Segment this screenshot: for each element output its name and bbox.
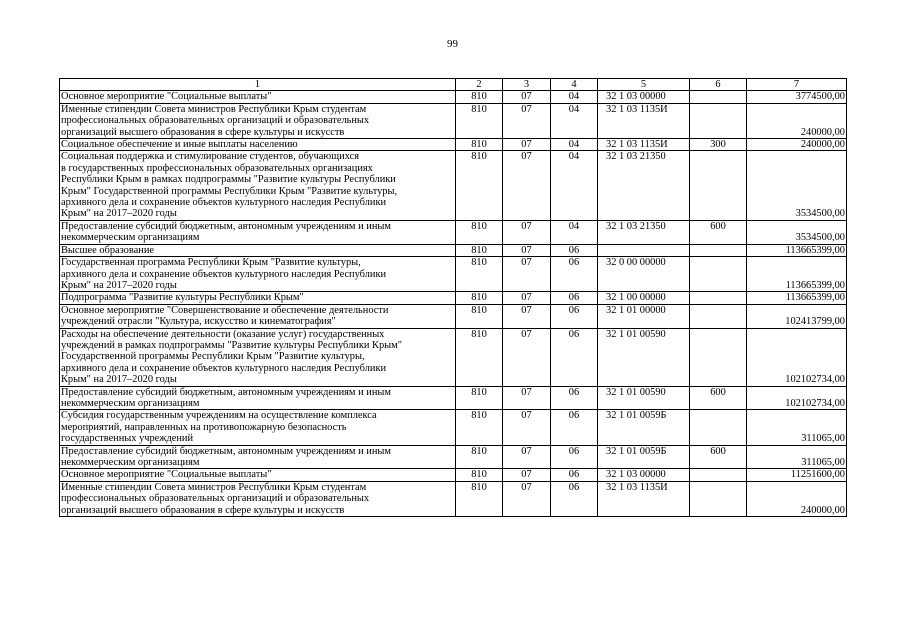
- cell-expense-type: [690, 469, 747, 481]
- cell-amount: 240000,00: [747, 103, 847, 138]
- column-header-7: 7: [747, 79, 847, 91]
- table-row: [60, 103, 847, 138]
- cell-subsection: 06: [551, 328, 598, 386]
- table-row: [60, 481, 847, 516]
- cell-name: Именные стипендии Совета министров Республики Крым студентам профессиональных образовательных организаций и образовательных организаций высшего образования в сфере культуры и искусств: [60, 481, 456, 516]
- cell-subsection: 04: [551, 91, 598, 103]
- cell-amount: 240000,00: [747, 481, 847, 516]
- cell-expense-type: [690, 481, 747, 516]
- cell-ministry-code: 810: [456, 257, 503, 292]
- cell-name: Предоставление субсидий бюджетным, автономным учреждениям и иным некоммерческим организациям: [60, 220, 456, 244]
- cell-target-article: 32 1 01 0059Б: [598, 410, 690, 445]
- cell-name: Основное мероприятие "Социальные выплаты": [60, 91, 456, 103]
- cell-subsection: 04: [551, 220, 598, 244]
- cell-target-article: 32 1 01 00590: [598, 328, 690, 386]
- cell-expense-type: 600: [690, 445, 747, 469]
- cell-subsection: 06: [551, 244, 598, 256]
- column-header-2: 2: [456, 79, 503, 91]
- cell-amount: 3534500,00: [747, 151, 847, 220]
- cell-ministry-code: 810: [456, 386, 503, 410]
- cell-section: 07: [503, 91, 551, 103]
- cell-section: 07: [503, 386, 551, 410]
- cell-section: 07: [503, 481, 551, 516]
- cell-amount: 102102734,00: [747, 328, 847, 386]
- cell-section: 07: [503, 410, 551, 445]
- table-row: [60, 445, 847, 469]
- cell-amount: 102413799,00: [747, 304, 847, 328]
- cell-ministry-code: 810: [456, 481, 503, 516]
- cell-name: Государственная программа Республики Крым "Развитие культуры, архивного дела и сохранение объектов культурного наследия Республики Крым" на 2017–2020 годы: [60, 257, 456, 292]
- cell-expense-type: 600: [690, 386, 747, 410]
- table-row: [60, 244, 847, 256]
- cell-subsection: 06: [551, 481, 598, 516]
- cell-name: Высшее образование: [60, 244, 456, 256]
- table-row: [60, 304, 847, 328]
- cell-expense-type: [690, 91, 747, 103]
- cell-expense-type: [690, 151, 747, 220]
- cell-target-article: 32 0 00 00000: [598, 257, 690, 292]
- table-row: [60, 410, 847, 445]
- cell-target-article: 32 1 03 21350: [598, 220, 690, 244]
- table-row: [60, 292, 847, 304]
- cell-ministry-code: 810: [456, 91, 503, 103]
- cell-amount: 3534500,00: [747, 220, 847, 244]
- cell-target-article: 32 1 03 21350: [598, 151, 690, 220]
- cell-amount: 113665399,00: [747, 244, 847, 256]
- cell-section: 07: [503, 328, 551, 386]
- cell-ministry-code: 810: [456, 469, 503, 481]
- cell-ministry-code: 810: [456, 220, 503, 244]
- table-row: [60, 469, 847, 481]
- page-number: 99: [447, 38, 458, 50]
- cell-ministry-code: 810: [456, 244, 503, 256]
- cell-ministry-code: 810: [456, 292, 503, 304]
- cell-name: Основное мероприятие "Социальные выплаты": [60, 469, 456, 481]
- cell-target-article: 32 1 03 1135И: [598, 103, 690, 138]
- cell-expense-type: [690, 257, 747, 292]
- cell-amount: 113665399,00: [747, 257, 847, 292]
- cell-target-article: [598, 244, 690, 256]
- cell-amount: 311065,00: [747, 445, 847, 469]
- cell-subsection: 04: [551, 139, 598, 151]
- cell-name: Именные стипендии Совета министров Республики Крым студентам профессиональных образовательных организаций и образовательных организаций высшего образования в сфере культуры и искусств: [60, 103, 456, 138]
- column-header-6: 6: [690, 79, 747, 91]
- cell-target-article: 32 1 03 00000: [598, 469, 690, 481]
- cell-ministry-code: 810: [456, 304, 503, 328]
- cell-section: 07: [503, 257, 551, 292]
- table-row: [60, 151, 847, 220]
- cell-ministry-code: 810: [456, 151, 503, 220]
- cell-amount: 311065,00: [747, 410, 847, 445]
- cell-target-article: 32 1 00 00000: [598, 292, 690, 304]
- cell-ministry-code: 810: [456, 103, 503, 138]
- table-header-row: [60, 79, 847, 91]
- cell-name: Предоставление субсидий бюджетным, автономным учреждениям и иным некоммерческим организациям: [60, 445, 456, 469]
- cell-section: 07: [503, 304, 551, 328]
- cell-subsection: 06: [551, 469, 598, 481]
- cell-expense-type: [690, 304, 747, 328]
- cell-target-article: 32 1 01 00000: [598, 304, 690, 328]
- cell-section: 07: [503, 445, 551, 469]
- cell-target-article: 32 1 03 1135И: [598, 139, 690, 151]
- cell-expense-type: 600: [690, 220, 747, 244]
- cell-name: Социальное обеспечение и иные выплаты населению: [60, 139, 456, 151]
- cell-expense-type: [690, 103, 747, 138]
- cell-amount: 240000,00: [747, 139, 847, 151]
- table-row: [60, 220, 847, 244]
- cell-expense-type: [690, 292, 747, 304]
- cell-subsection: 04: [551, 151, 598, 220]
- cell-name: Подпрограмма "Развитие культуры Республики Крым": [60, 292, 456, 304]
- cell-section: 07: [503, 151, 551, 220]
- cell-section: 07: [503, 220, 551, 244]
- cell-subsection: 06: [551, 445, 598, 469]
- cell-section: 07: [503, 469, 551, 481]
- table-row: [60, 139, 847, 151]
- cell-expense-type: [690, 410, 747, 445]
- cell-subsection: 06: [551, 410, 598, 445]
- cell-ministry-code: 810: [456, 445, 503, 469]
- cell-expense-type: 300: [690, 139, 747, 151]
- table-body: [60, 91, 847, 517]
- cell-amount: 113665399,00: [747, 292, 847, 304]
- table-row: [60, 328, 847, 386]
- cell-name: Расходы на обеспечение деятельности (оказание услуг) государственных учреждений в рамках подпрограммы "Развитие культуры Республики Крым" Государственной программы Республики Крым "Развитие культуры, архивного дела и сохранение объектов культурного наследия Республики Крым" на 2017–2020 годы: [60, 328, 456, 386]
- cell-ministry-code: 810: [456, 139, 503, 151]
- cell-target-article: 32 1 01 00590: [598, 386, 690, 410]
- cell-expense-type: [690, 244, 747, 256]
- cell-section: 07: [503, 292, 551, 304]
- cell-subsection: 06: [551, 292, 598, 304]
- table-row: [60, 257, 847, 292]
- cell-expense-type: [690, 328, 747, 386]
- cell-section: 07: [503, 139, 551, 151]
- column-header-4: 4: [551, 79, 598, 91]
- cell-subsection: 06: [551, 304, 598, 328]
- column-header-1: 1: [60, 79, 456, 91]
- cell-name: Субсидия государственным учреждениям на осуществление комплекса мероприятий, направленных на противопожарную безопасность государственных учреждений: [60, 410, 456, 445]
- budget-table: [59, 78, 847, 517]
- cell-target-article: 32 1 01 0059Б: [598, 445, 690, 469]
- column-header-5: 5: [598, 79, 690, 91]
- table-row: [60, 91, 847, 103]
- cell-subsection: 06: [551, 386, 598, 410]
- table-row: [60, 386, 847, 410]
- cell-ministry-code: 810: [456, 328, 503, 386]
- cell-subsection: 04: [551, 103, 598, 138]
- cell-amount: 102102734,00: [747, 386, 847, 410]
- cell-target-article: 32 1 03 00000: [598, 91, 690, 103]
- cell-name: Предоставление субсидий бюджетным, автономным учреждениям и иным некоммерческим организациям: [60, 386, 456, 410]
- cell-section: 07: [503, 244, 551, 256]
- cell-target-article: 32 1 03 1135И: [598, 481, 690, 516]
- cell-name: Социальная поддержка и стимулирование студентов, обучающихся в государственных профессиональных образовательных организациях Республики Крым в рамках подпрограммы "Развитие культуры Республики Крым" Государственной программы Республики Крым "Развитие культуры, архивного дела и сохранение объектов культурного наследия Республики Крым" на 2017–2020 годы: [60, 151, 456, 220]
- cell-subsection: 06: [551, 257, 598, 292]
- cell-section: 07: [503, 103, 551, 138]
- cell-ministry-code: 810: [456, 410, 503, 445]
- column-header-3: 3: [503, 79, 551, 91]
- cell-amount: 3774500,00: [747, 91, 847, 103]
- cell-name: Основное мероприятие "Совершенствование и обеспечение деятельности учреждений отрасли "Культура, искусство и кинематография": [60, 304, 456, 328]
- cell-amount: 11251600,00: [747, 469, 847, 481]
